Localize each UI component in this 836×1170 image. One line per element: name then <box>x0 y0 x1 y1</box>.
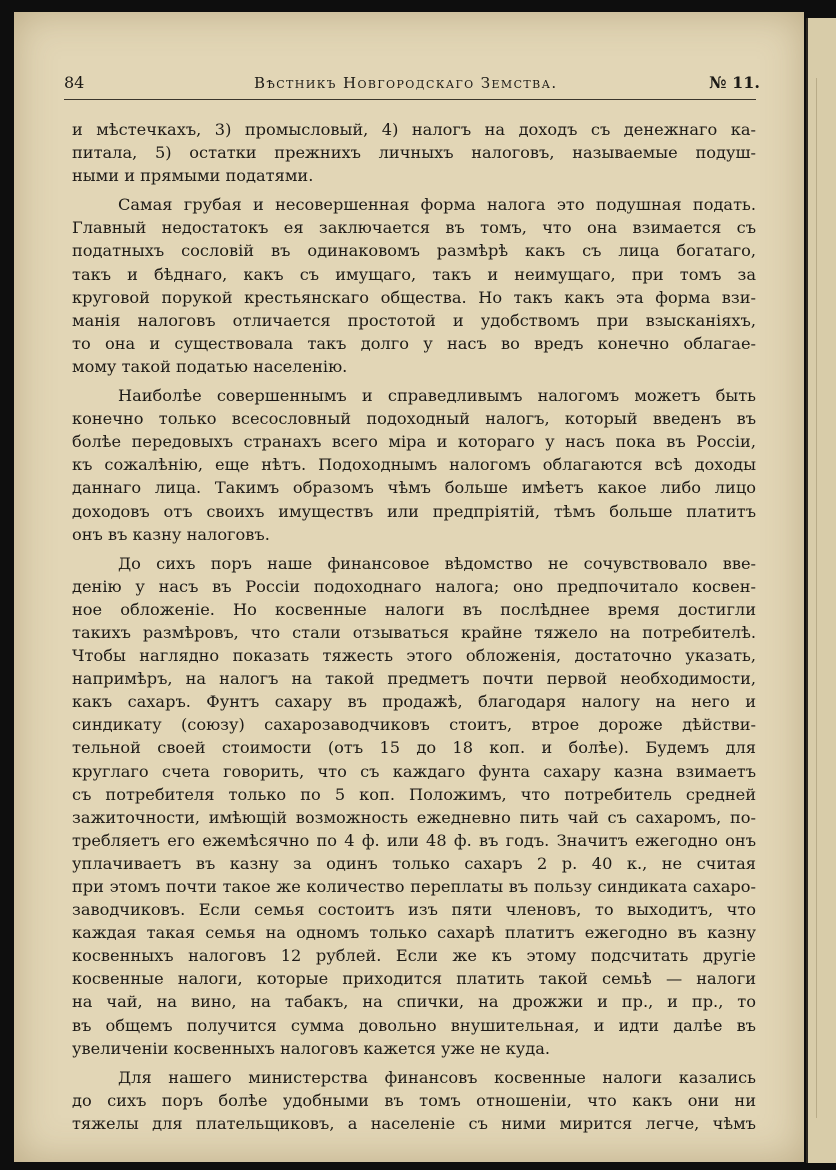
issue-number: № 11. <box>709 73 760 92</box>
text-line: денію у насъ въ Россіи подоходнаго налога; оно предпочитало косвен- <box>72 576 756 596</box>
text-line: такихъ размѣровъ, что стали отзываться крайне тяжело на потребителѣ. <box>72 622 756 642</box>
text-line: ными и прямыми податями. <box>72 166 314 186</box>
text-line: косвенные налоги, которые приходится платить такой семьѣ — налоги <box>72 969 756 989</box>
text-line: къ сожалѣнію, еще нѣтъ. Подоходнымъ налогомъ облагаются всѣ доходы <box>72 455 756 475</box>
text-line: на чай, на вино, на табакъ, на спички, на дрожжи и пр., и пр., то <box>72 992 756 1012</box>
text-line: мому такой податью населенію. <box>72 356 348 376</box>
text-line: и мѣстечкахъ, 3) промысловый, 4) налогъ на доходъ съ денежнаго ка- <box>72 120 756 139</box>
text-line: какъ сахаръ. Фунтъ сахару въ продажѣ, благодаря налогу на него и <box>72 692 756 712</box>
text-line: Для нашего министерства финансовъ косвенные налоги казались <box>118 1067 756 1087</box>
adjacent-page-edge <box>806 18 836 1163</box>
text-line: Самая грубая и несовершенная форма налога это подушная подать. <box>118 195 756 215</box>
text-line: круговой порукой крестьянскаго общества. Но такъ какъ эта форма взи- <box>72 287 756 307</box>
text-line: до сихъ поръ болѣе удобными въ томъ отношеніи, что какъ они ни <box>72 1090 756 1110</box>
text-line: Чтобы наглядно показать тяжесть этого обложенія, достаточно указать, <box>72 646 756 666</box>
text-line: Главный недостатокъ ея заключается въ томъ, что она взимается съ <box>72 218 756 238</box>
text-line: при этомъ почти такое же количество переплаты въ пользу синдиката сахаро- <box>72 877 756 896</box>
text-line: въ общемъ получится сумма довольно внушительная, и идти далѣе въ <box>72 1015 756 1035</box>
text-line: манія налоговъ отличается простотой и удобствомъ при взысканіяхъ, <box>72 310 756 330</box>
running-header <box>64 73 764 97</box>
text-line: тельной своей стоимости (отъ 15 до 18 коп. и болѣе). Будемъ для <box>72 738 756 758</box>
page-edge-line <box>816 78 817 1118</box>
text-line: круглаго счета говорить, что съ каждаго фунта сахару казна взимаетъ <box>72 761 756 781</box>
text-line: конечно только всесословный подоходный налогъ, который введенъ въ <box>72 409 756 429</box>
text-line: то она и существовала такъ долго у насъ во вредъ конечно облагае- <box>72 333 756 353</box>
text-line: зажиточности, имѣющій возможность ежедневно пить чай съ сахаромъ, по- <box>72 807 756 827</box>
journal-title: Вѣстникъ Новгородскаго Земства. <box>254 74 558 92</box>
text-line: каждая такая семья на одномъ только сахарѣ платитъ ежегодно въ казну <box>72 923 756 943</box>
text-line: Наиболѣе совершеннымъ и справедливымъ налогомъ можетъ быть <box>118 386 756 406</box>
text-line: доходовъ отъ своихъ имуществъ или предпріятій, тѣмъ больше платитъ <box>72 501 756 521</box>
text-line: До сихъ поръ наше финансовое вѣдомство не сочувствовало вве- <box>118 553 756 573</box>
text-line: питала, 5) остатки прежнихъ личныхъ налоговъ, называемые подуш- <box>72 143 756 163</box>
text-line: тяжелы для плательщиковъ, а населеніе съ ними мирится легче, чѣмъ <box>72 1113 756 1133</box>
text-line: онъ въ казну налоговъ. <box>72 524 270 544</box>
text-line: синдикату (союзу) сахарозаводчиковъ стоитъ, втрое дороже дѣйстви- <box>72 715 756 735</box>
text-line: увеличеніи косвенныхъ налоговъ кажется уже не куда. <box>72 1038 551 1058</box>
text-line: такъ и бѣднаго, какъ съ имущаго, такъ и неимущаго, при томъ за <box>72 264 756 284</box>
text-line: уплачиваетъ въ казну за одинъ только сахаръ 2 р. 40 к., не считая <box>72 853 756 873</box>
text-line: косвенныхъ налоговъ 12 рублей. Если же къ этому подсчитать другіе <box>72 946 756 966</box>
page-number: 84 <box>64 73 85 92</box>
text-line: съ потребителя только по 5 коп. Положимъ, что потребитель средней <box>72 784 756 804</box>
text-line: требляетъ его ежемѣсячно по 4 ф. или 48 ф. въ годъ. Значитъ ежегодно онъ <box>72 830 756 850</box>
text-line: напримѣръ, на налогъ на такой предметъ почти первой необходимости, <box>72 669 756 689</box>
body-text <box>72 118 756 1135</box>
text-line: заводчиковъ. Если семья состоитъ изъ пяти членовъ, то выходитъ, что <box>72 900 756 920</box>
text-line: ное обложеніе. Но косвенные налоги въ послѣднее время достигли <box>72 599 756 619</box>
text-line: болѣе передовыхъ странахъ всего міра и котораго у насъ пока въ Россіи, <box>72 432 756 452</box>
text-line: податныхъ сословій въ одинаковомъ размѣрѣ какъ съ лица богатаго, <box>72 241 756 261</box>
header-rule <box>64 99 756 100</box>
text-line: даннаго лица. Такимъ образомъ чѣмъ больше имѣетъ какое либо лицо <box>72 478 756 498</box>
